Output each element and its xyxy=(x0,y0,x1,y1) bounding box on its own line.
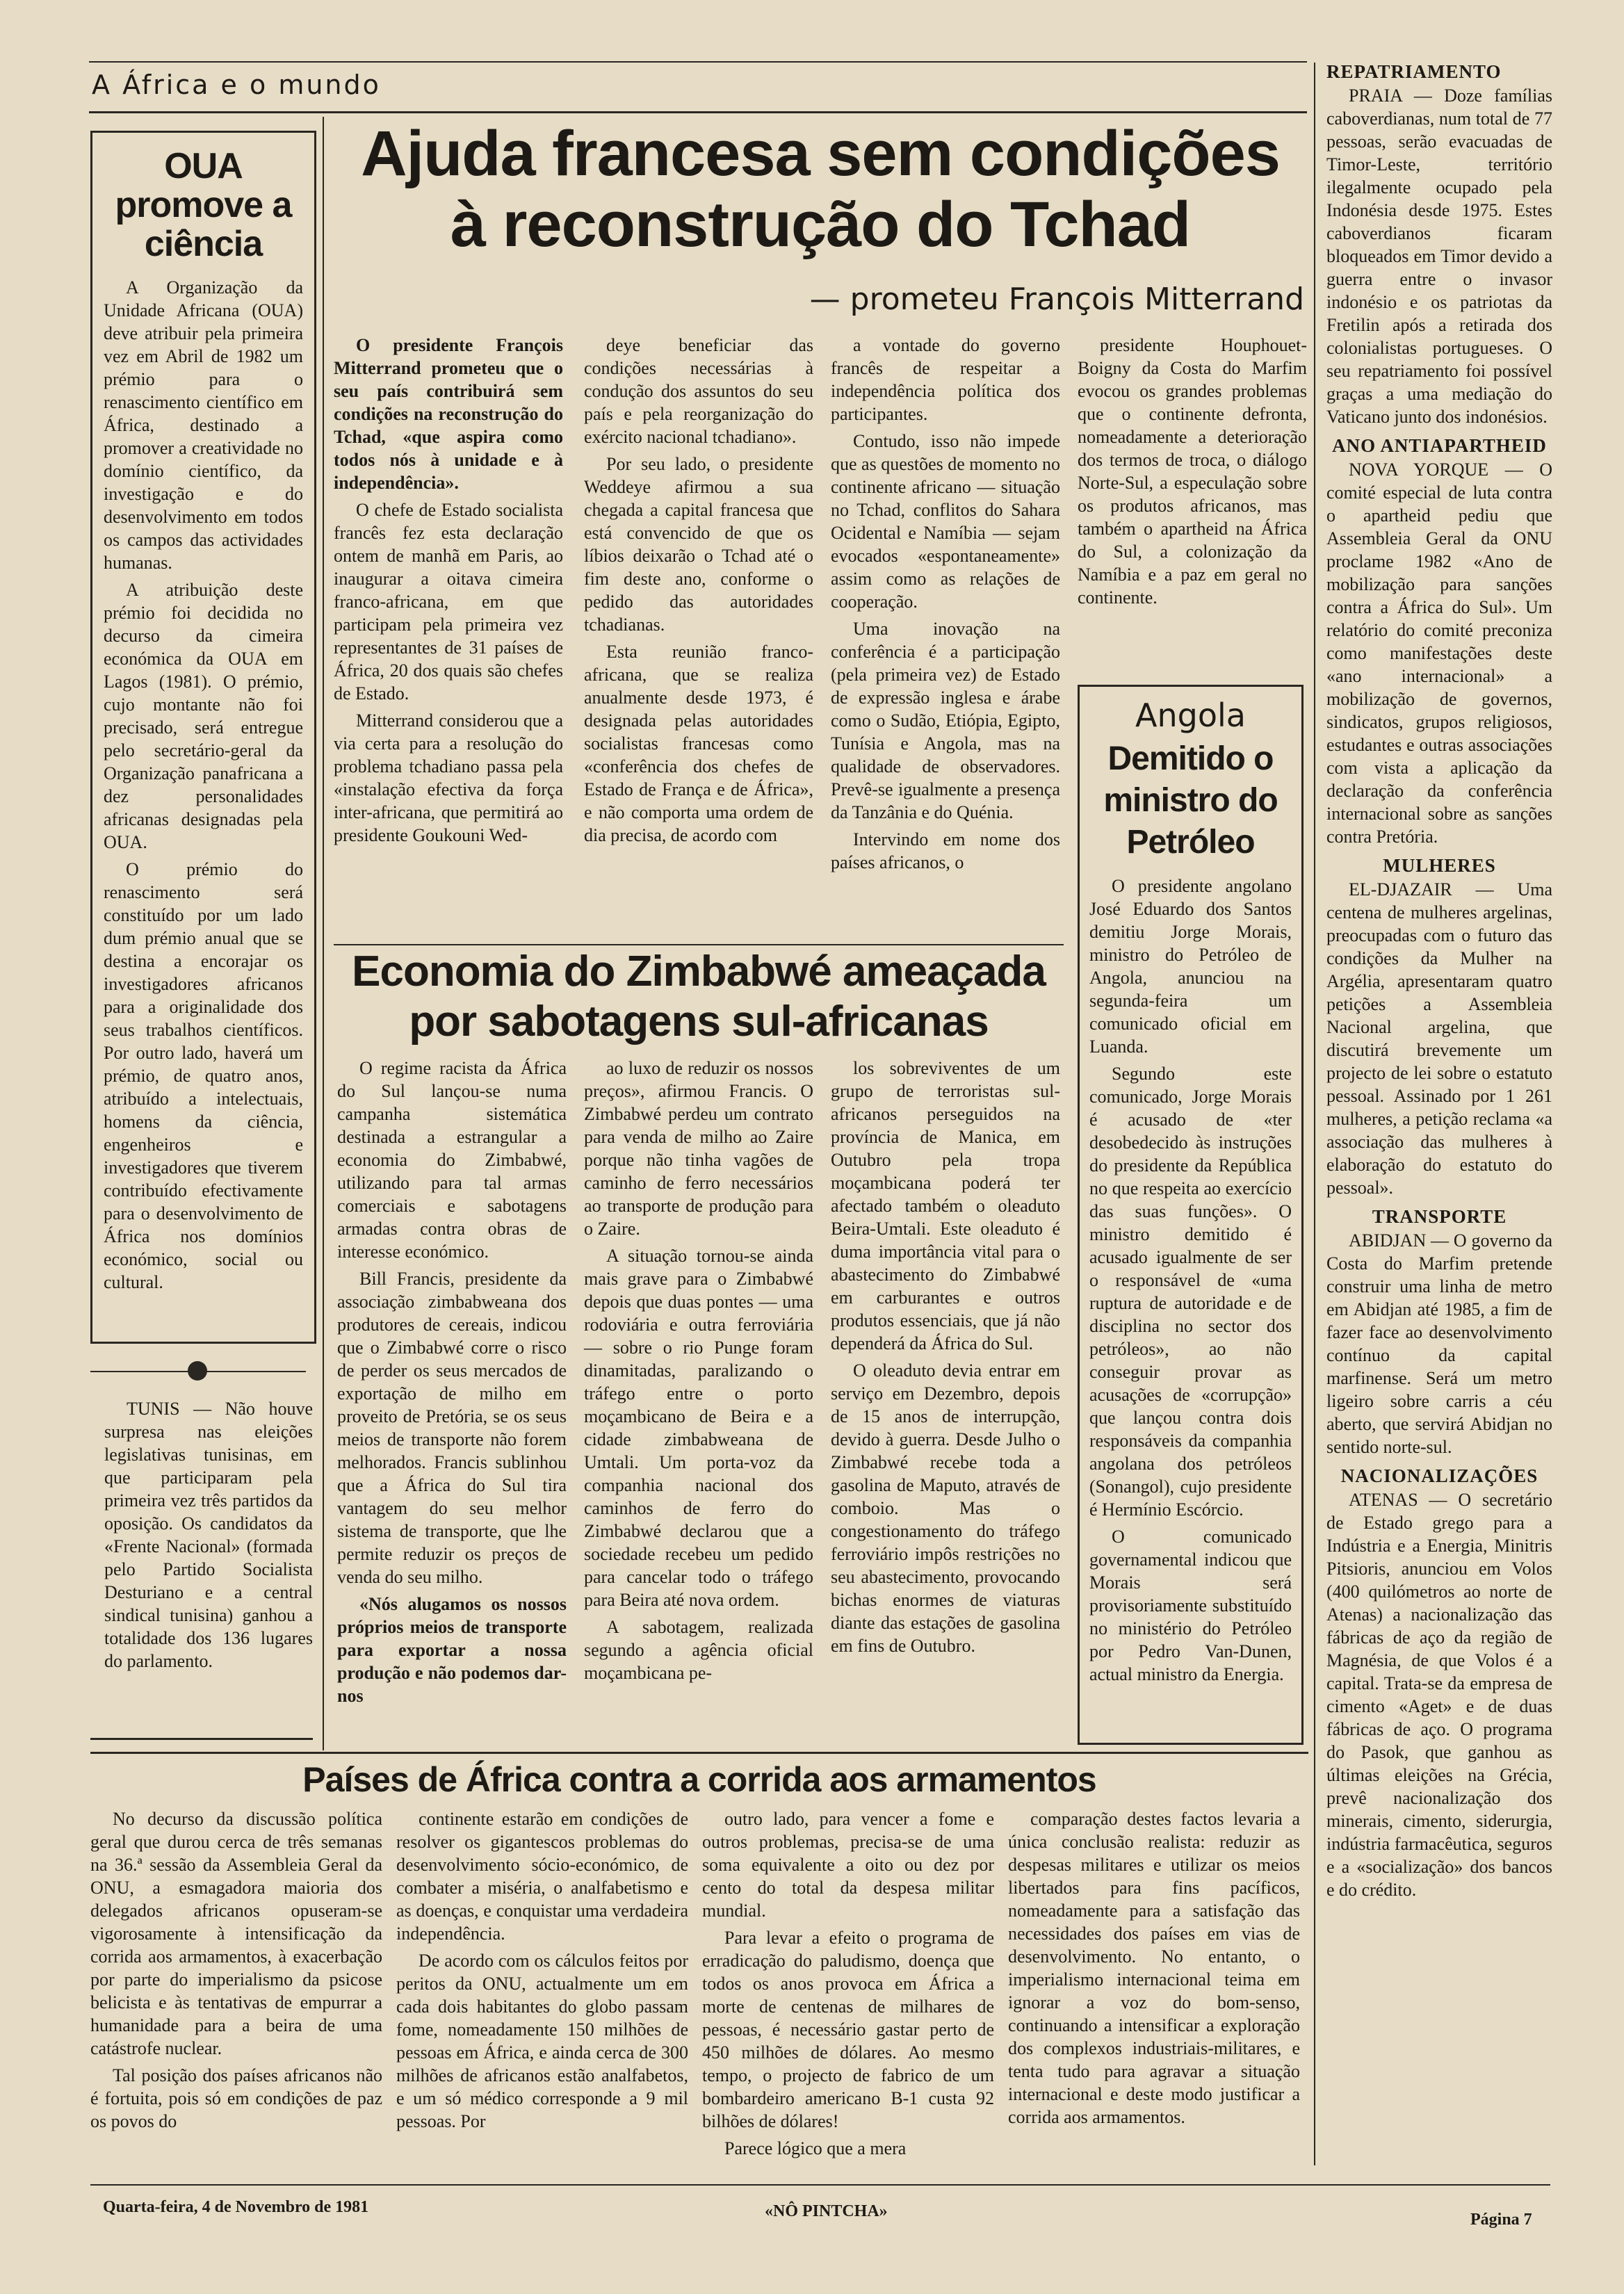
brief-text: PRAIA — Doze famílias caboverdianas, num total de 77 pessoas, serão evacuadas de Timor-Leste, território ilegalmente ocupado pela Indonésia desde 1975. Estes caboverdianos ficaram bloqueados em Timor devido a guerra entre o invasor indonésio e os patriotas da Fretilin após a retirada dos colonialistas portugueses. O seu repatriamento foi possível graças a uma mediação do Vaticano junto dos indonésios. xyxy=(1326,86,1552,427)
article-paragraph: Tal posição dos países africanos não é fortuita, pois só em condições de paz os povos do xyxy=(90,2065,382,2131)
article-paragraph: Bill Francis, presidente da associação zimbabweana dos produtores de cereais, indicou que o Zimbabwé corre o risco de perder os seus mercados de exportação de milho em proveito de Pretória, se os seus meios de transporte não forem melhorados. Francis sublinhou que a África do Sul tira vantagem do seu melhor sistema de transporte, que lhe permite reduzir os preços de venda do seu milho. xyxy=(337,1269,567,1587)
article-paragraph: comparação destes factos levaria a única conclusão realista: reduzir as despesas militares e utilizar os meios libertados para fins pacíficos, nomeadamente para a satisfação das necessidades dos países em vias de desenvolvimento. No entanto, o imperialismo internacional teima em ignorar a voz do bom-senso, continuando a intensificar a exploração dos complexos industriais-militares, e tenta tudo para agravar a situação internacional e deste modo justificar a corrida aos armamentos. xyxy=(1008,1809,1300,2127)
main-col-2 xyxy=(584,334,813,945)
footer-date: Quarta-feira, 4 de Novembro de 1981 xyxy=(103,2198,369,2216)
main-headline: Ajuda francesa sem condições à reconstrução do Tchad xyxy=(361,118,1280,260)
brief-text: EL-DJAZAIR — Uma centena de mulheres argelinas, preocupadas com o futuro das condições da Mulher na Argélia, apresentaram quatro petições a Assembleia Nacional argelina, que discutirá brevemente um projecto de lei sobre o estatuto pessoal. Assinado por 1 261 mulheres, a petição reclama «a associação das mulheres à elaboração do estatuto do pessoal». xyxy=(1326,879,1552,1198)
article-paragraph: Parece lógico que a mera xyxy=(724,2138,907,2158)
footer-publication: «NÔ PINTCHA» xyxy=(765,2202,888,2220)
angola-headline: Demitido o ministro do Petróleo xyxy=(1103,740,1278,861)
article-paragraph: A sabotagem, realizada segundo a agência oficial moçambicana pe- xyxy=(584,1617,813,1683)
article-paragraph: Contudo, isso não impede que as questões de momento no continente africano — situação no Tchad, conflitos do Sahara Ocidental e Namíbia — sejam evocados «espontaneamente» assim como as relações de cooperação. xyxy=(831,431,1060,612)
article-paragraph: Segundo este comunicado, Jorge Morais é acusado de «ter desobedecido às instruções do presidente da República no que respeita ao exercício das suas funções». O ministro demitido é acusado igualmente de ser o responsável de «uma ruptura de autoridade e de disciplina no sector dos petróleos», ao não conseguir provar as acusações de «corrupção» que lançou contra dois responsáveis da companhia angolana dos petróleos (Sonangol), cujo presidente é Hermínio Escórcio. xyxy=(1089,1064,1292,1520)
article-paragraph: O presidente angolano José Eduardo dos Santos demitiu Jorge Morais, ministro do Petróleo de Angola, anunciou na segunda-feira um comunicado oficial em Luanda. xyxy=(1089,876,1292,1057)
article-paragraph: Esta reunião franco-africana, que se realiza anualmente desde 1973, é designada pelas autoridades socialistas francesas como «conferência dos chefes de Estado de França e de África», e não comporta uma ordem de dia precisa, de acordo com xyxy=(584,642,813,845)
armaments-top-rule xyxy=(90,1752,1308,1754)
left-column-rule xyxy=(323,117,324,1750)
article-paragraph: Uma inovação na conferência é a participação (pela primeira vez) de Estado de expressão inglesa e árabe como o Sudão, Etiópia, Egipto, Tunísia e Angola, mas na qualidade de observadores. Prevê-se igualmente a presença da Tanzânia e do Quénia. xyxy=(831,619,1060,822)
article-paragraph: O prémio do renascimento será constituído por um lado dum prémio anual que se destina a encorajar os investigadores africanos para a originalidade dos seus trabalhos científicos. Por outro lado, haverá um prémio, de quatro anos, atribuído a intelectuais, homens da ciência, engenheiros e investigadores que tiverem contribuído efectivamente para o desenvolvimento de África nos domínios económico, social ou cultural. xyxy=(104,859,303,1292)
article-paragraph: «Nós alugamos os nossos próprios meios de transporte para exportar a nossa produção e não podemos dar-nos xyxy=(337,1594,567,1706)
armaments-col-1 xyxy=(90,1807,382,2148)
zimbabwe-col-1 xyxy=(337,1057,567,1752)
article-paragraph: deye beneficiar das condições necessárias à condução dos assuntos do seu país e pela reorganização do exército nacional tchadiano». xyxy=(584,335,813,447)
article-paragraph: O chefe de Estado socialista francês fez esta declaração ontem de manhã em Paris, ao inaugurar a oitava cimeira franco-africana, em que participam pela primeira vez representantes de 31 países de África, 20 dos quais são chefes de Estado. xyxy=(334,500,563,703)
tunis-article xyxy=(104,1397,313,1745)
angola-article xyxy=(1078,685,1304,1745)
article-paragraph: continente estarão em condições de resolver os gigantescos problemas do desenvolvimento sócio-económico, de combater a miséria, o analfabetismo e as doenças, e conquistar uma verdadeira independência. xyxy=(396,1809,688,1944)
main-col-3 xyxy=(831,334,1060,945)
article-paragraph: A Organização da Unidade Africana (OUA) deve atribuir pela primeira vez em Abril de 1982 um prémio para o renascimento científico em África, destinado a promover a creatividade no domínio científico, da investigação e do desenvolvimento em todos os campos das actividades humanas. xyxy=(104,277,303,573)
article-paragraph: TUNIS — Não houve surpresa nas eleições legislativas tunisinas, em que participaram pela primeira vez três partidos da oposição. Os candidatos da «Frente Nacional» (formada pelo Partido Socialista Desturiano e a central sindical tunisina) ganhou a totalidade dos 136 lugares do parlamento. xyxy=(104,1399,313,1671)
zimbabwe-top-rule xyxy=(334,944,1064,945)
article-paragraph: De acordo com os cálculos feitos por peritos da ONU, actualmente um em cada dois habitantes do globo passam fome, nomeadamente 150 milhões de pessoas em África, e ainda cerca de 300 milhões de africanos estão analfabetos, e um só médico corresponde a 9 mil pessoas. Por xyxy=(396,1951,688,2131)
article-paragraph: A situação tornou-se ainda mais grave para o Zimbabwé depois que duas pontes — uma rodoviária e outra ferroviária — sobre o rio Punge foram dinamitadas, paralizando o tráfego entre o porto moçambicano de Beira e a cidade zimbabweana de Umtali. Um porta-voz da companhia nacional dos caminhos de ferro do Zimbabwé declarou que a sociedade recebeu um pedido para cancelar todo o tráfego para Beira até nova ordem. xyxy=(584,1246,813,1610)
article-paragraph: Para levar a efeito o programa de erradicação do paludismo, doença que todos os anos provoca em África a morte de centenas de milhares de pessoas, é necessário gastar perto de 450 milhões de dólares. Ao mesmo tempo, o projecto de fabrico de um bombardeiro americano B-1 custa 92 bilhões de dólares! xyxy=(702,1928,994,2131)
brief-heading: REPATRIAMENTO xyxy=(1326,61,1502,82)
oua-body xyxy=(104,276,303,1294)
footer-page-number: Página 7 xyxy=(1470,2211,1532,2229)
footer-rule xyxy=(90,2184,1550,2186)
zimbabwe-col-2 xyxy=(584,1057,813,1752)
brief-heading: MULHERES xyxy=(1383,855,1496,876)
tunis-bottom-rule xyxy=(90,1738,313,1740)
brief-heading: TRANSPORTE xyxy=(1372,1206,1507,1227)
ornament-icon xyxy=(188,1361,207,1381)
brief-text: NOVA YORQUE — O comité especial de luta contra o apartheid pediu que Assembleia Geral da ONU proclame 1982 «Ano de mobilização para sanções contra a África do Sul». Um relatório do comité preconiza como manifestações deste «ano internacional» a mobilização de governos, sindicatos, grupos religiosos, estudantes e outras associações com vista a aplicação da declaração da conferência internacional sobre as sanções contra Pretória. xyxy=(1326,459,1552,847)
article-paragraph: presidente Houphouet-Boigny da Costa do Marfim evocou os grandes problemas que o continente defronta, nomeadamente a deterioração dos termos de troca, o diálogo Norte-Sul, a especulação sobre os produtos africanos, mas também o apartheid na África do Sul, a colonização da Namíbia e a paz em geral no continente. xyxy=(1078,335,1307,608)
armaments-col-3 xyxy=(702,1807,994,2158)
oua-headline: OUA promove a ciência xyxy=(115,146,292,264)
article-paragraph: Intervindo em nome dos países africanos, o xyxy=(831,829,1060,872)
section-title: A África e o mundo xyxy=(92,70,381,100)
article-paragraph: O comunicado governamental indicou que Morais será provisoriamente substituído no ministério do Petróleo por Pedro Van-Dunen, actual ministro da Energia. xyxy=(1089,1527,1292,1684)
armaments-headline: Países de África contra a corrida aos armamentos xyxy=(302,1760,1096,1799)
armaments-col-2 xyxy=(396,1807,688,2148)
article-paragraph: No decurso da discussão política geral que durou cerca de três semanas na 36.ª sessão da Assembleia Geral da ONU, a esmagadora maioria dos delegados africanos opuseram-se vigorosamente à intensificação da corrida aos armamentos, à exacerbação por parte do imperialismo da psicose belicista e às tentativas de empurrar a humanidade para a beira de uma catástrofe nuclear. xyxy=(90,1809,382,2058)
main-byline: — prometeu François Mitterrand xyxy=(809,282,1304,317)
brief-text: ABIDJAN — O governo da Costa do Marfim pretende construir uma linha de metro em Abidjan até 1985, a fim de fazer face ao desenvolvimento contínuo da capital marfinense. Será um metro ligeiro sobre carris a céu aberto, que servirá Abidjan no sentido norte-sul. xyxy=(1326,1230,1552,1457)
oua-article xyxy=(90,131,316,1344)
brief-heading: NACIONALIZAÇÕES xyxy=(1340,1465,1538,1486)
article-paragraph: A atribuição deste prémio foi decidida no decurso da cimeira económica da OUA em Lagos (1981). O prémio, cujo montante não foi precisado, será entregue pelo secretário-geral da Organização panafricana a dez personalidades africanas designadas pela OUA. xyxy=(104,580,303,852)
main-col-1 xyxy=(334,334,563,945)
zimbabwe-col-3 xyxy=(831,1057,1060,1752)
article-paragraph: a vontade do governo francês de respeitar a independência política dos participantes. xyxy=(831,335,1060,424)
article-paragraph: outro lado, para vencer a fome e outros problemas, precisa-se de uma soma equivalente a oito ou dez por cento do total da despesa militar mundial. xyxy=(702,1809,994,1921)
brief-text: ATENAS — O secretário de Estado grego para a Indústria e a Energia, Minitris Pitsioris, anunciou em Volos (400 quilómetros ao norte de Atenas) a nacionalização das fábricas de aço da região de Magnésia, de que Volos é a capital. Trata-se da empresa de cimento «Aget» e de duas fábricas de aço. O programa do Pasok, que ganhou as últimas eleições na Grécia, prevê nacionalização dos minerais, cimento, siderurgia, indústria farmacêutica, seguros e a «socialização» dos bancos e do crédito. xyxy=(1326,1490,1552,1900)
main-col-4 xyxy=(1078,334,1307,667)
article-paragraph: Mitterrand considerou que a via certa para a resolução do problema tchadiano passa pela «instalação efectiva da força inter-africana, que permitirá ao presidente Goukouni Wed- xyxy=(334,710,563,845)
article-paragraph: los sobreviventes de um grupo de terroristas sul-africanos perseguidos na província de Manica, em Outubro pela tropa moçambicana poderá ter afectado também o oleaduto Beira-Umtali. Este oleaduto é duma importância vital para o abastecimento do Zimbabwé em carburantes e outros produtos essenciais, que já não dependerá da África do Sul. xyxy=(831,1058,1060,1353)
article-paragraph: Por seu lado, o presidente Weddeye afirmou a sua chegada a capital francesa que está convencido de que os líbios deixarão o Tchad até o fim deste ano, conforme o pedido das autoridades tchadianas. xyxy=(584,454,813,635)
article-paragraph: O regime racista da África do Sul lançou-se numa campanha sistemática destinada a estrangular a economia do Zimbabwé, utilizando para tal armas comerciais e sabotagens armadas contra obras de interesse económico. xyxy=(337,1058,567,1262)
header-rule xyxy=(89,111,1307,113)
right-column-rule xyxy=(1314,63,1315,2165)
news-briefs-sidebar xyxy=(1326,61,1552,2161)
brief-heading: ANO ANTIAPARTHEID xyxy=(1332,435,1547,456)
top-rule xyxy=(89,61,1307,63)
zimbabwe-headline: Economia do Zimbabwé ameaçada por sabotagens sul-africanas xyxy=(352,947,1046,1046)
armaments-col-4 xyxy=(1008,1807,1300,2148)
article-paragraph: O oleaduto devia entrar em serviço em Dezembro, depois de 15 anos de interrupção, devido à guerra. Desde Julho o Zimbabwé recebe toda a gasolina de Maputo, através de comboio. Mas o congestionamento do tráfego ferroviário impôs restrições no seu abastecimento, provocando bichas enormes de viaturas diante das estações de gasolina em fins de Outubro. xyxy=(831,1360,1060,1656)
article-paragraph: ao luxo de reduzir os nossos preços», afirmou Francis. O Zimbabwé perdeu um contrato para venda de milho ao Zaire porque não tinha vagões de caminho de ferro necessários ao transporte de produção para o Zaire. xyxy=(584,1058,813,1239)
article-paragraph: O presidente François Mitterrand prometeu que o seu país contribuirá sem condições na reconstrução do Tchad, «que aspira como todos nós à unidade e à independência». xyxy=(334,335,563,493)
angola-kicker: Angola xyxy=(1135,697,1246,734)
